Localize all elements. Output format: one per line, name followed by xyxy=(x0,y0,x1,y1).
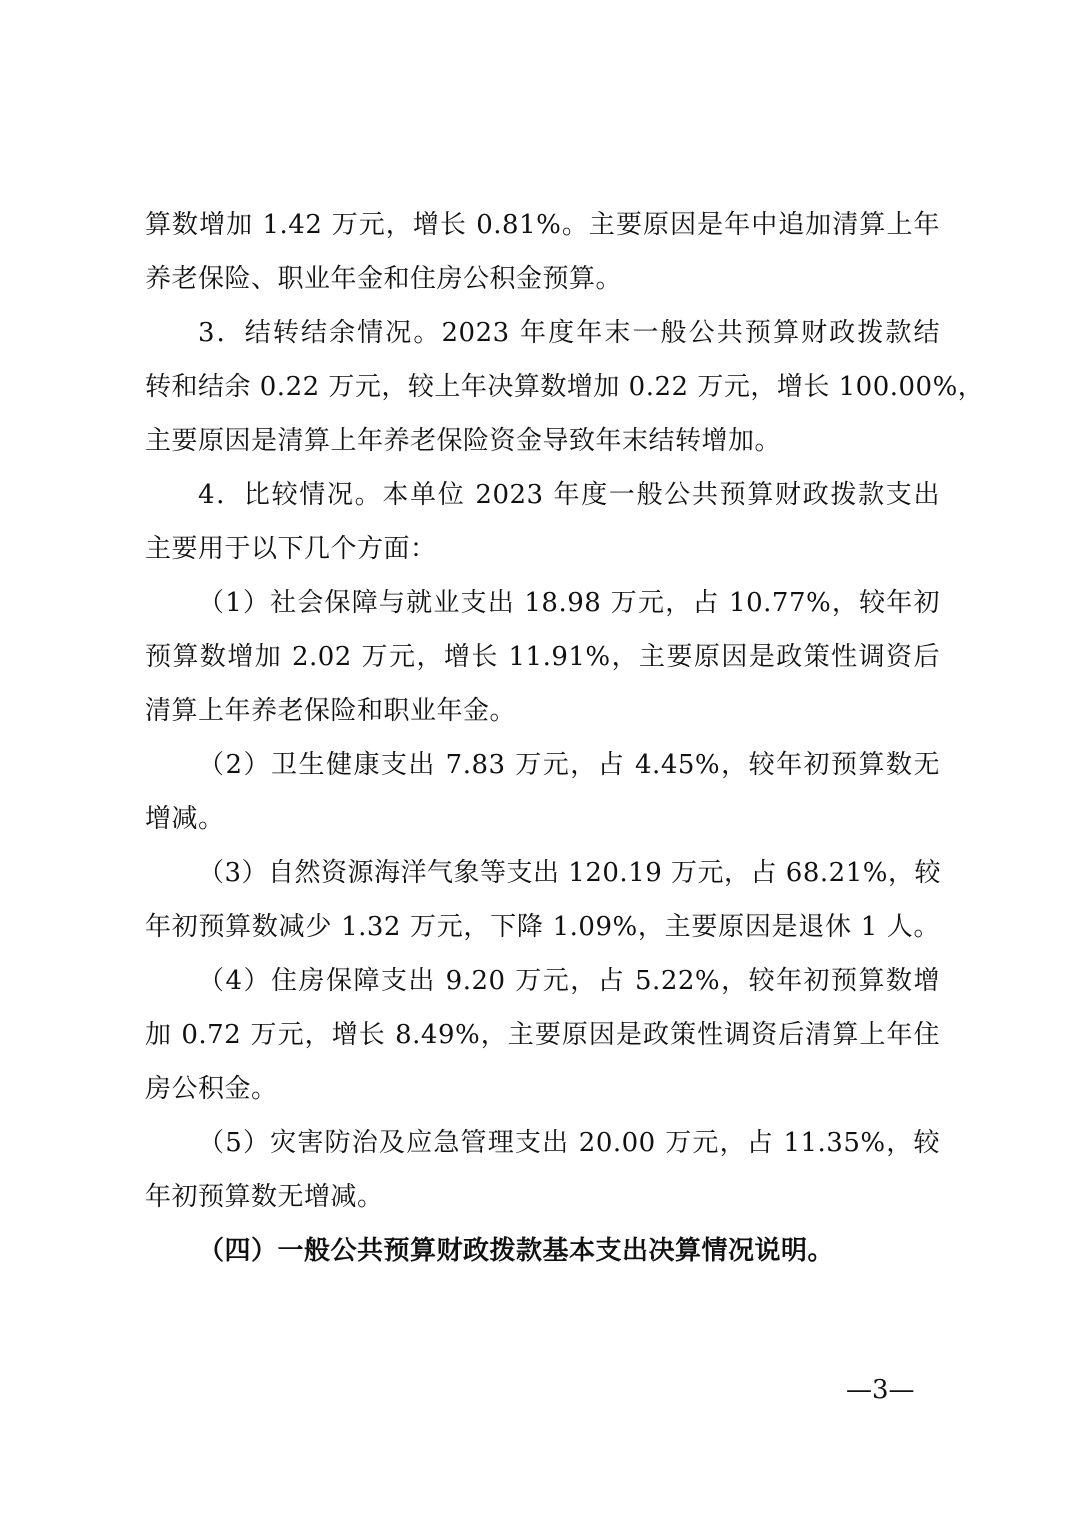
text-line: 3．结转结余情况。2023 年度年末一般公共预算财政拨款结 xyxy=(198,318,940,348)
text-line: （4）住房保障支出 9.20 万元，占 5.22%，较年初预算数增 xyxy=(198,966,940,996)
text-line: 房公积金。 xyxy=(145,1074,278,1104)
text-line: 算数增加 1.42 万元，增长 0.81%。主要原因是年中追加清算上年 xyxy=(145,210,940,240)
text-line: 年初预算数无增减。 xyxy=(145,1182,384,1212)
text-line: 年初预算数减少 1.32 万元，下降 1.09%，主要原因是退休 1 人。 xyxy=(145,912,940,942)
text-line: 加 0.72 万元，增长 8.49%，主要原因是政策性调资后清算上年住 xyxy=(145,1020,940,1050)
text-line: 预算数增加 2.02 万元，增长 11.91%，主要原因是政策性调资后 xyxy=(145,642,940,672)
page-number: —3— xyxy=(846,1375,915,1405)
text-line: 养老保险、职业年金和住房公积金预算。 xyxy=(145,264,623,294)
text-line: （3）自然资源海洋气象等支出 120.19 万元，占 68.21%，较 xyxy=(198,858,941,888)
text-line: 主要原因是清算上年养老保险资金导致年末结转增加。 xyxy=(145,426,782,456)
section-heading: （四）一般公共预算财政拨款基本支出决算情况说明。 xyxy=(198,1236,835,1266)
text-line: 主要用于以下几个方面： xyxy=(145,534,437,564)
text-line: 转和结余 0.22 万元，较上年决算数增加 0.22 万元，增长 100.00%， xyxy=(145,372,985,402)
text-line: 4．比较情况。本单位 2023 年度一般公共预算财政拨款支出 xyxy=(198,480,940,510)
text-line: 清算上年养老保险和职业年金。 xyxy=(145,696,517,726)
text-line: （2）卫生健康支出 7.83 万元，占 4.45%，较年初预算数无 xyxy=(198,750,940,780)
text-line: （1）社会保障与就业支出 18.98 万元，占 10.77%，较年初 xyxy=(198,588,940,618)
text-line: （5）灾害防治及应急管理支出 20.00 万元，占 11.35%，较 xyxy=(198,1128,940,1158)
text-line: 增减。 xyxy=(145,804,225,834)
